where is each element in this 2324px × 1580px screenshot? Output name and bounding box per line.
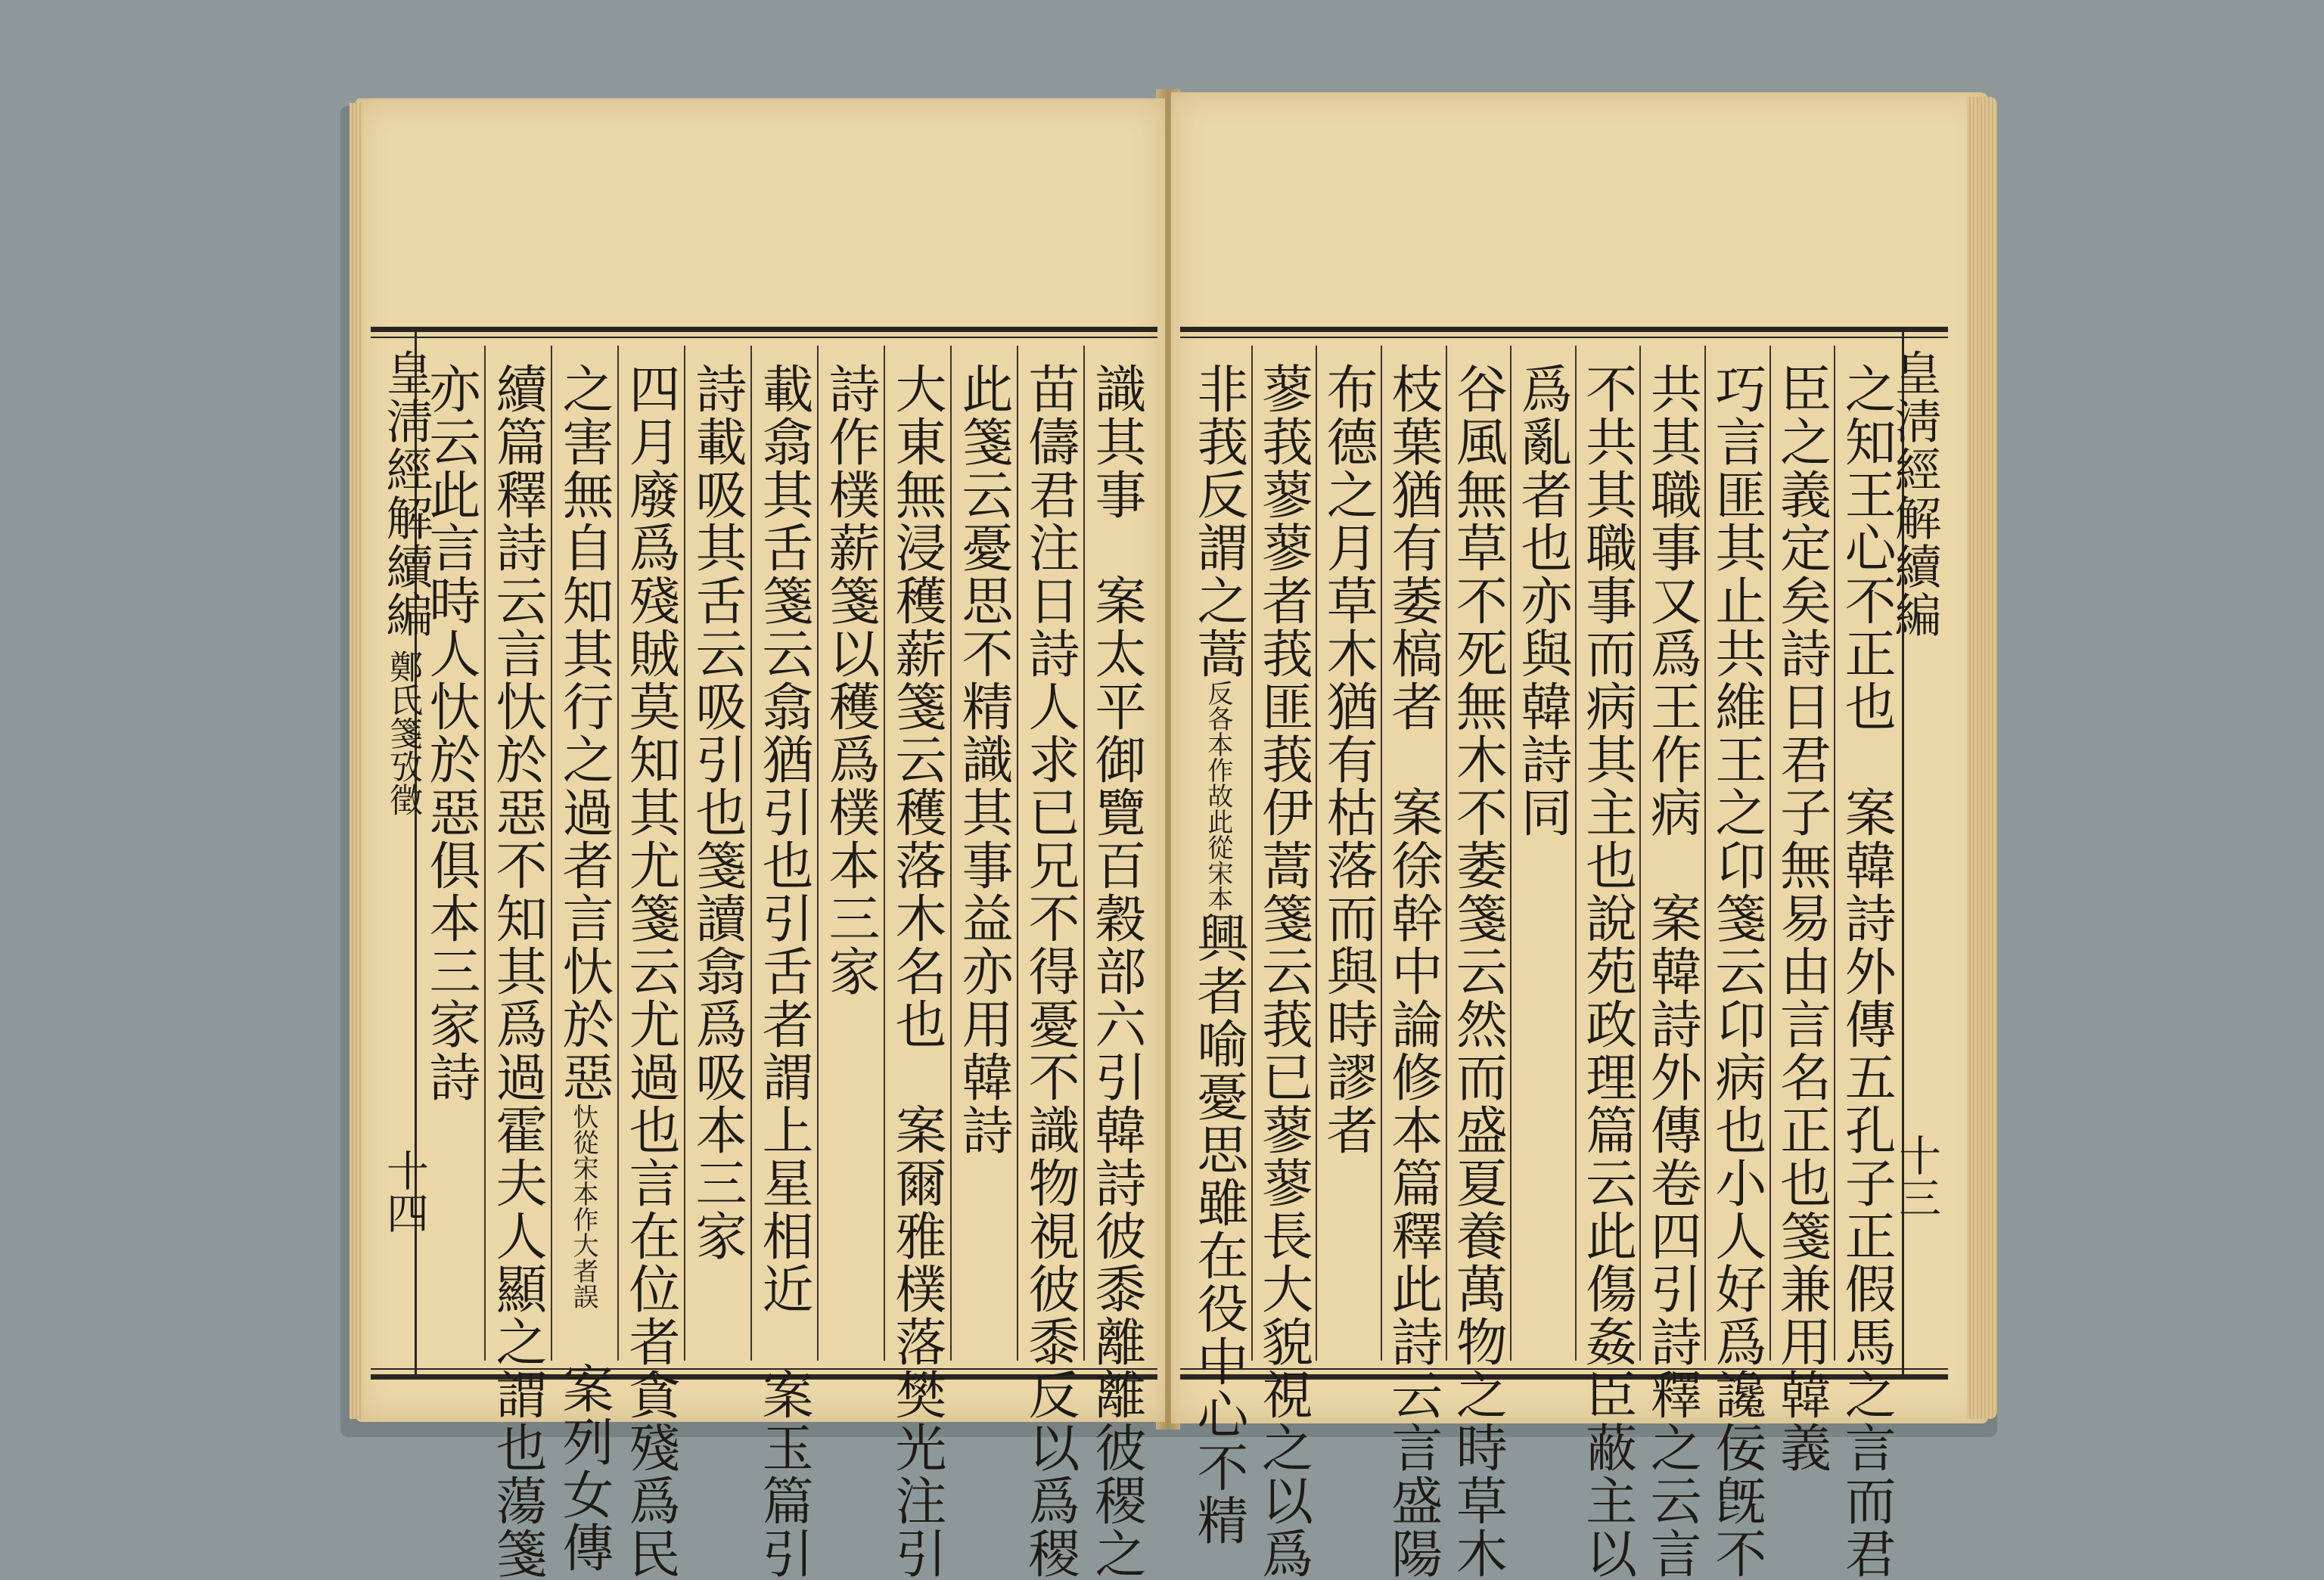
right-text-column: 巧言匪其止共維王之卬箋云卬病也小人好爲讒佞旣不 xyxy=(1706,362,1766,1580)
interlinear-note: 反各本作故此從宋本 xyxy=(1202,680,1233,911)
right-text-column: 枝葉猶有萎槁者 案徐幹中論修本篇釋此詩云言盛陽 xyxy=(1382,362,1443,1580)
page-number: 十三 xyxy=(1892,1134,1941,1218)
left-text-column: 亦云此言時人忕於惡俱本三家詩 xyxy=(421,362,480,1104)
right-text-column: 布德之月草木猶有枯落而與時謬者 xyxy=(1318,362,1378,1156)
column-rule xyxy=(484,346,486,1361)
column-rule xyxy=(1769,346,1771,1361)
column-rule xyxy=(617,346,619,1361)
column-rule xyxy=(817,346,819,1361)
column-rule xyxy=(1316,346,1317,1361)
column-rule xyxy=(1446,346,1447,1361)
left-text-column: 大東無浸穫薪箋云穫落木名也 案爾雅樸落樊光注引 xyxy=(887,362,946,1580)
column-rule xyxy=(1639,346,1641,1361)
column-rule xyxy=(884,346,885,1361)
column-rule xyxy=(950,346,952,1361)
left-text-column: 之害無自知其行之過者言忕於惡忕從宋本作大者誤 案列女傳 xyxy=(554,362,614,1574)
right-text-column: 蓼莪蓼蓼者莪匪莪伊蒿箋云莪已蓼蓼長大貌視之以爲 xyxy=(1253,362,1313,1580)
column-rule xyxy=(750,346,752,1361)
column-rule xyxy=(1083,346,1085,1361)
interlinear-note: 忕從宋本作大者誤 xyxy=(568,1104,598,1309)
column-rule xyxy=(1510,346,1512,1361)
right-text-column: 爲亂者也亦與韓詩同 xyxy=(1512,362,1572,839)
right-text-column: 不共其職事而病其主也說苑政理篇云此傷姦臣蔽主以 xyxy=(1577,362,1637,1580)
right-text-column: 臣之義定矣詩日君子無易由言名正也箋兼用韓義 xyxy=(1771,362,1832,1474)
left-text-frame xyxy=(371,327,1157,1580)
right-text-column: 共其職事又爲王作病 案韓詩外傳卷四引詩釋之云言 xyxy=(1642,362,1702,1580)
column-rule xyxy=(1017,346,1018,1361)
frame-double-rule-top xyxy=(1180,337,1948,338)
column-rule xyxy=(1575,346,1577,1361)
left-text-column: 苗儔君注日詩人求已兄不得憂不識物視彼黍反以爲稷 xyxy=(1020,362,1080,1580)
column-rule xyxy=(1704,346,1706,1361)
frame-double-rule-top xyxy=(371,337,1157,338)
left-text-column: 詩載吸其舌云吸引也箋讀翕爲吸本三家 xyxy=(687,362,747,1262)
left-text-column: 四月廢爲殘賊莫知其尤箋云尤過也言在位者貪殘爲民 xyxy=(620,362,680,1580)
column-rule xyxy=(1834,346,1835,1361)
left-text-column: 詩作樸薪箋以穫爲樸本三家 xyxy=(820,362,880,998)
left-text-column: 此箋云憂思不精識其事益亦用韓詩 xyxy=(953,362,1013,1156)
left-text-column: 識其事 案太平御覽百穀部六引韓詩彼黍離離彼稷之 xyxy=(1086,362,1146,1580)
left-text-column: 載翕其舌箋云翕猶引也引舌者謂上星相近 案玉篇引 xyxy=(753,362,813,1580)
right-text-column: 谷風無草不死無木不萎箋云然而盛夏養萬物之時草木 xyxy=(1447,362,1508,1580)
column-rule xyxy=(1381,346,1382,1361)
right-text-frame xyxy=(1180,327,1948,1580)
fold-title: 皇淸經解續編 xyxy=(378,349,433,639)
fold-title: 皇淸經解續編 xyxy=(1887,349,1942,639)
fold-subtitle: 鄭氏箋攷徵 xyxy=(384,650,422,816)
page-number: 十四 xyxy=(380,1149,429,1234)
right-text-column: 非莪反謂之蒿反各本作故此從宋本興者喻憂思雖在役中心不精 xyxy=(1188,362,1248,1547)
column-rule xyxy=(551,346,552,1361)
right-page-edge xyxy=(1967,97,1997,1419)
right-text-column: 之知王心不正也 案韓詩外傳五孔子正假馬之言而君 xyxy=(1836,362,1897,1580)
column-rule xyxy=(684,346,685,1361)
left-text-column: 續篇釋詩云言忕於惡不知其爲過霍夫人顯之謂也蕩箋 xyxy=(487,362,547,1580)
left-page-edge xyxy=(350,103,362,1419)
column-rule xyxy=(1251,346,1253,1361)
